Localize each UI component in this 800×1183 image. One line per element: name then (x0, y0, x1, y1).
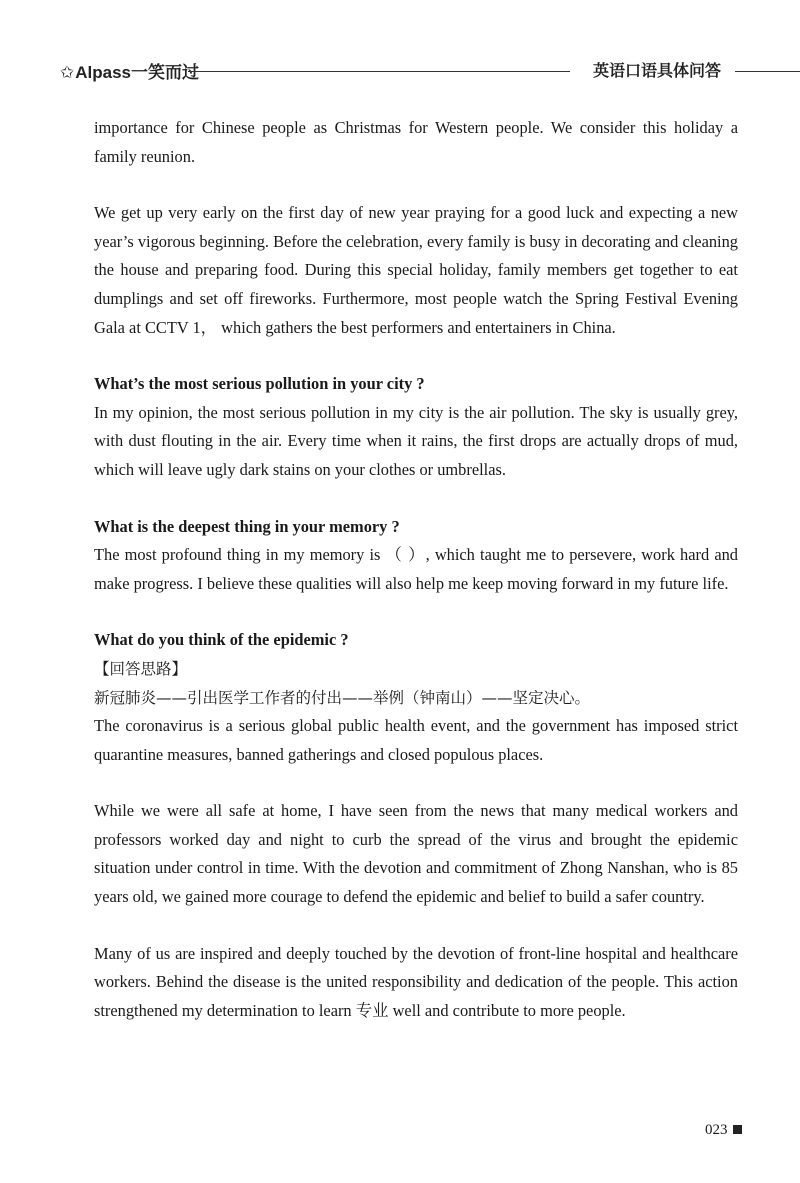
hint-text: 新冠肺炎——引出医学工作者的付出——举例（钟南山）——坚定决心。 (94, 688, 591, 707)
paragraph-spring-festival: We get up very early on the first day of new year praying for a good luck and expecting a new year’s vigorous beginning. Before the celebration, every family is busy in decorating and cleaning the house and preparing food. During this special holiday, family members get together to eat dumplings and set off fireworks. Furthermore, most people watch the Spring Festival Evening Gala at CCTV 1， which gathers the best performers and entertainers in China. (94, 203, 738, 337)
brand-name: Alpass一笑而过 (75, 63, 199, 82)
question-pollution: What’s the most serious pollution in your city ? (94, 374, 425, 394)
hint-label: 【回答思路】 (94, 659, 188, 678)
page-body (94, 114, 738, 1025)
answer-pollution: In my opinion, the most serious pollution in my city is the air pollution. The sky is usually grey, with dust flouting in the air. Every time when it rains, the first drops are actually drops of mud, which will leave ugly dark stains on your clothes or umbrellas. (94, 402, 738, 479)
answer-epidemic-paragraph-3: Many of us are inspired and deeply touched by the devotion of front-line hospital and healthcare workers. Behind the disease is the united responsibility and dedication of the people. This action strengthened my determination to learn 专业 well and contribute to more people. (94, 943, 738, 1020)
brand-logo (60, 58, 199, 83)
star-icon: ✩ (60, 63, 75, 82)
page-header (0, 58, 800, 86)
answer-epidemic-paragraph-1: The coronavirus is a serious global public health event, and the government has imposed strict quarantine measures, banned gatherings and closed populous places. (94, 716, 738, 764)
section-title: 英语口语具体问答 (593, 61, 722, 80)
header-rule-left (188, 71, 570, 72)
page-number-text: 023 (705, 1122, 728, 1138)
square-icon (733, 1125, 742, 1134)
answer-epidemic-paragraph-2: While we were all safe at home, I have seen from the news that many medical workers and professors worked day and night to curb the spread of the virus and brought the epidemic situation under control in time. With the devotion and commitment of Zhong Nanshan, who is 85 years old, we gained more courage to defend the epidemic and belief to build a safer country. (94, 801, 738, 907)
question-memory: What is the deepest thing in your memory ? (94, 516, 400, 536)
answer-memory: The most profound thing in my memory is （ ）, which taught me to persevere, work hard and make progress. I believe these qualities will also help me keep moving forward in my future life. (94, 545, 738, 593)
header-rule-right (735, 71, 800, 72)
page-number (705, 1122, 742, 1139)
question-epidemic: What do you think of the epidemic ? (94, 630, 349, 650)
paragraph-continued: importance for Chinese people as Christmas for Western people. We consider this holiday a family reunion. (94, 118, 738, 166)
